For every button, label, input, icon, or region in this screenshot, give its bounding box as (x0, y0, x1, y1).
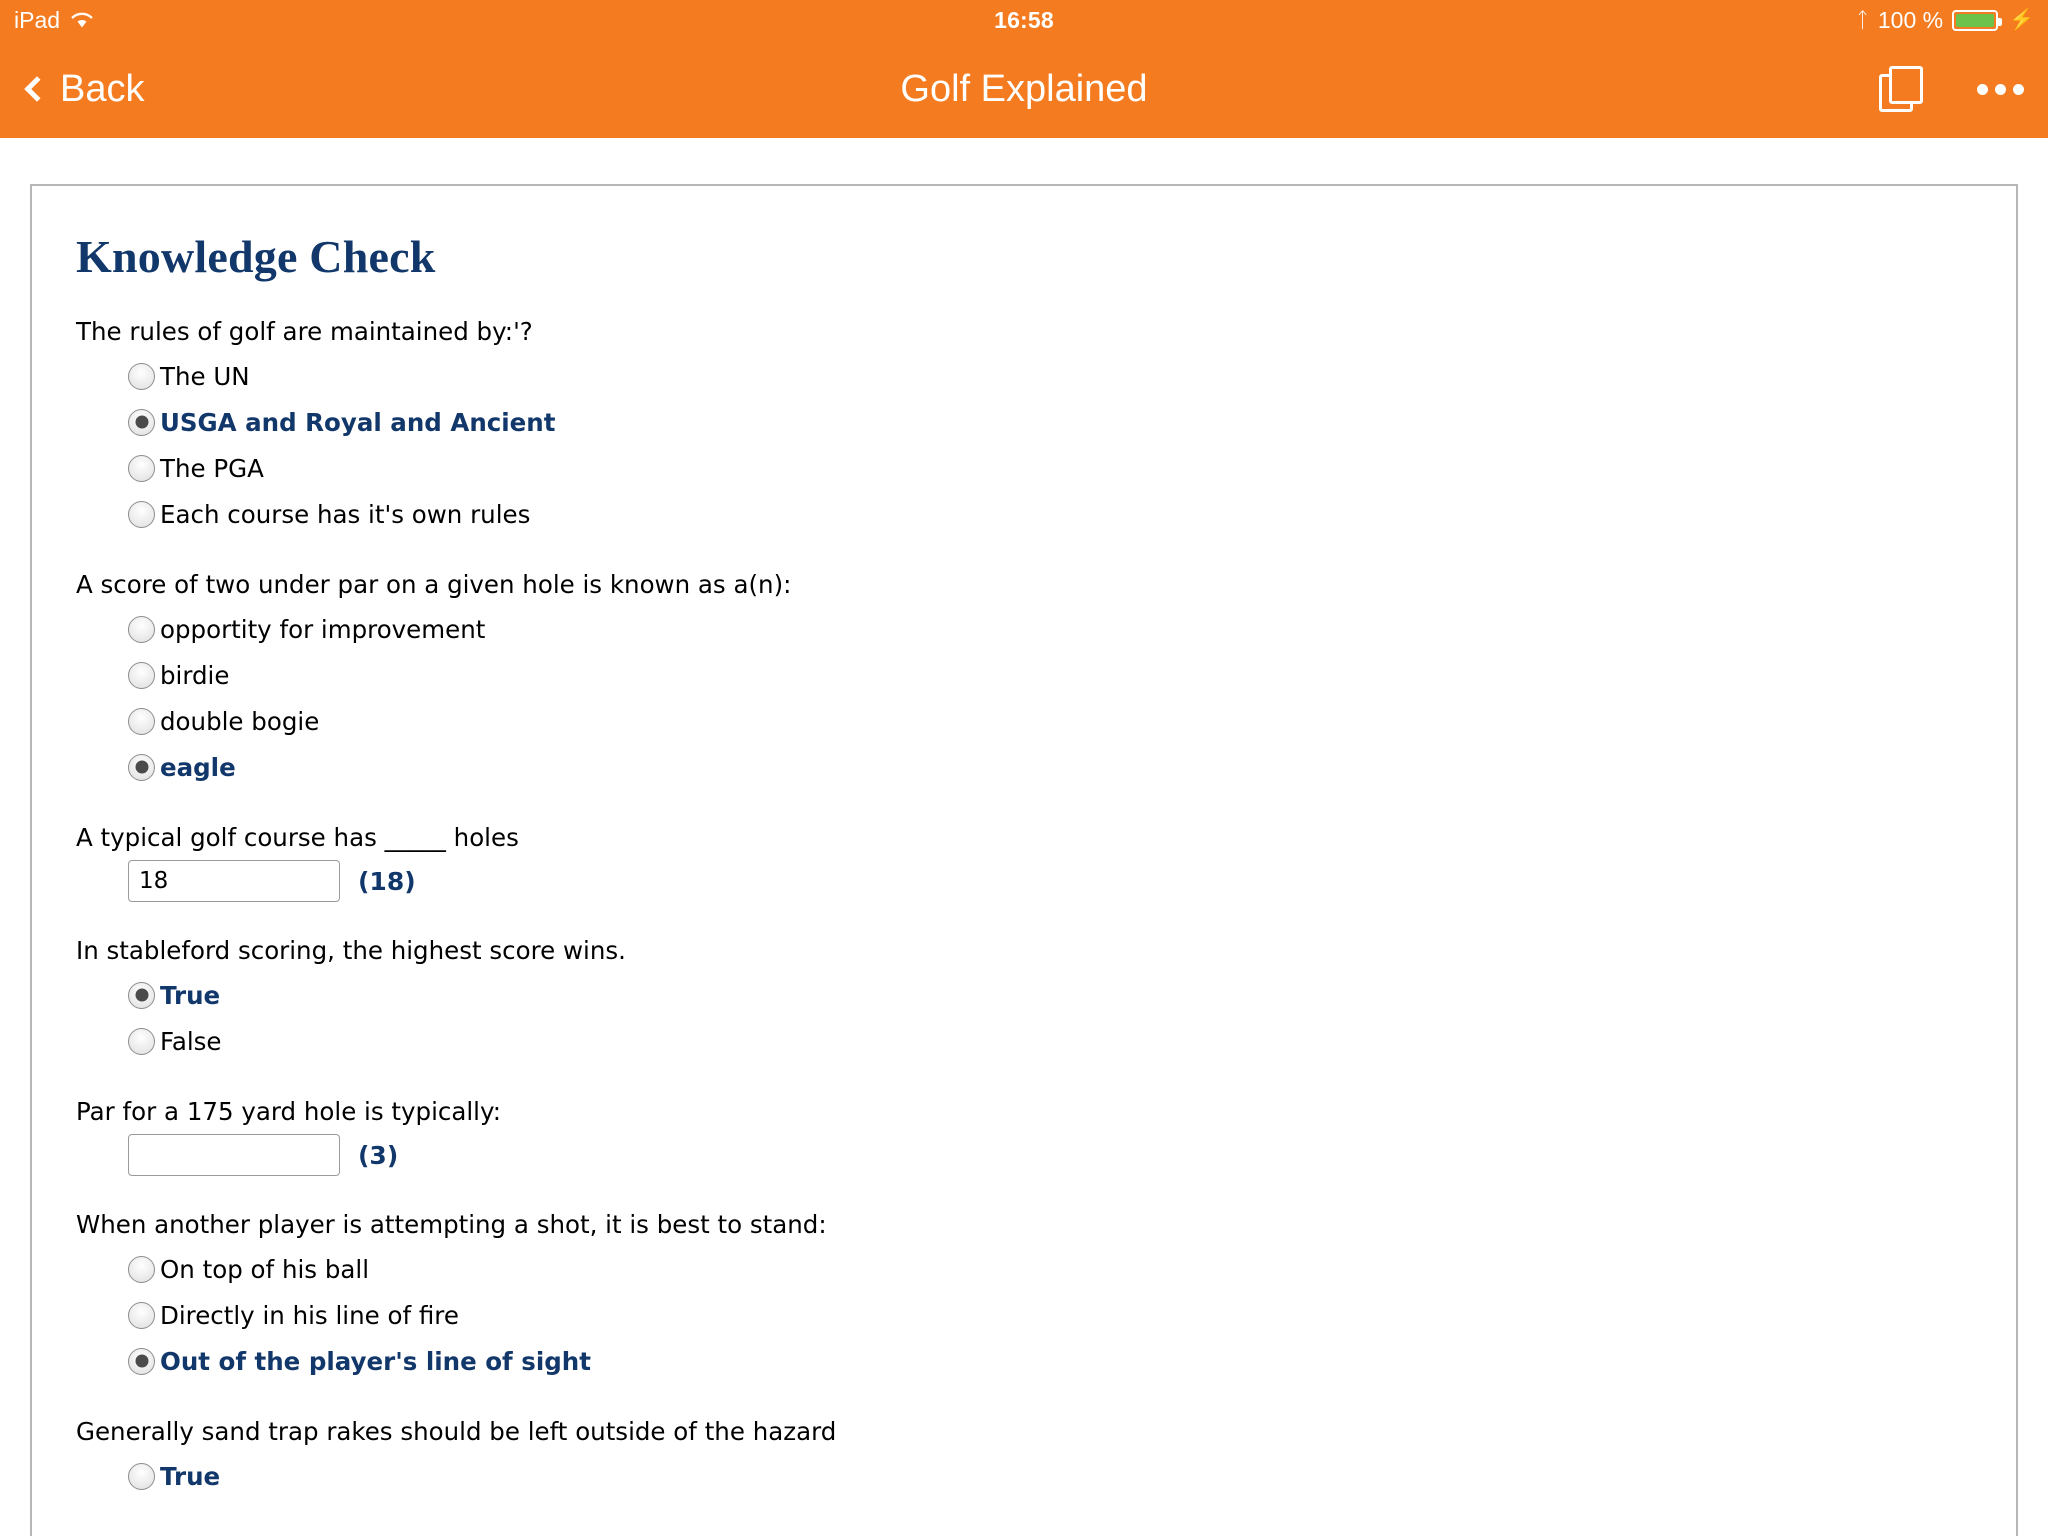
answer-option[interactable] (128, 745, 1972, 789)
answer-option[interactable] (128, 973, 1972, 1017)
answer-option-label: The PGA (160, 453, 264, 483)
answer-option-label: On top of his ball (160, 1254, 370, 1284)
radio-icon[interactable] (128, 982, 155, 1009)
more-options-icon[interactable] (1977, 84, 2024, 95)
answer-option-label: opportity for improvement (160, 614, 486, 644)
fill-in-row (128, 1134, 1972, 1176)
radio-icon[interactable] (128, 455, 155, 482)
battery-icon (1952, 10, 1998, 31)
answer-option[interactable] (128, 446, 1972, 490)
pages-icon[interactable] (1879, 66, 1925, 112)
radio-icon[interactable] (128, 708, 155, 735)
radio-icon[interactable] (128, 1302, 155, 1329)
question-block (76, 1210, 1972, 1383)
answer-option-label: USGA and Royal and Ancient (160, 407, 556, 437)
question-block (76, 936, 1972, 1063)
answer-key: (18) (358, 866, 416, 896)
fill-in-row (128, 860, 1972, 902)
fill-in-input[interactable] (128, 1134, 340, 1176)
answer-option-label: True (160, 980, 221, 1010)
answer-key: (3) (358, 1140, 399, 1170)
answer-option-label: The UN (160, 361, 250, 391)
question-block (76, 570, 1972, 789)
answer-option-label: True (160, 1461, 221, 1491)
radio-icon[interactable] (128, 1028, 155, 1055)
answer-option[interactable] (128, 1293, 1972, 1337)
question-prompt: Generally sand trap rakes should be left outside of the hazard (76, 1417, 837, 1446)
answer-option-label: double bogie (160, 706, 320, 736)
lightning-bolt-icon: ⚡ (2009, 9, 2034, 31)
quiz-card (30, 184, 2018, 1536)
answer-option[interactable] (128, 699, 1972, 743)
question-prompt: A typical golf course has _____ holes (76, 823, 519, 852)
answer-option-label: Each course has it's own rules (160, 499, 531, 529)
back-button[interactable] (24, 68, 144, 111)
answer-option-label: eagle (160, 752, 236, 782)
question-prompt: When another player is attempting a shot, it is best to stand: (76, 1210, 827, 1239)
page-title: Golf Explained (900, 67, 1148, 110)
answer-option[interactable] (128, 354, 1972, 398)
question-prompt: Par for a 175 yard hole is typically: (76, 1097, 501, 1126)
question-block (76, 317, 1972, 536)
radio-icon[interactable] (128, 501, 155, 528)
answer-option-label: Out of the player's line of sight (160, 1346, 591, 1376)
radio-icon[interactable] (128, 754, 155, 781)
answer-option-label: birdie (160, 660, 230, 690)
content-area (0, 138, 2048, 1536)
answer-option[interactable] (128, 492, 1972, 536)
question-prompt: In stableford scoring, the highest score wins. (76, 936, 626, 965)
answer-option[interactable] (128, 1019, 1972, 1063)
radio-icon[interactable] (128, 616, 155, 643)
status-bar (0, 0, 2048, 40)
fill-in-input[interactable] (128, 860, 340, 902)
question-prompt: The rules of golf are maintained by:'? (76, 317, 533, 346)
answer-option[interactable] (128, 1339, 1972, 1383)
device-name: iPad (14, 6, 61, 33)
answer-option[interactable] (128, 607, 1972, 651)
chevron-left-icon (24, 76, 49, 101)
navigation-bar (0, 40, 2048, 138)
answer-option[interactable] (128, 653, 1972, 697)
answer-option[interactable] (128, 1247, 1972, 1291)
question-block (76, 1097, 1972, 1176)
question-block (76, 1417, 1972, 1498)
radio-icon[interactable] (128, 363, 155, 390)
back-button-label: Back (60, 67, 145, 110)
answer-option[interactable] (128, 400, 1972, 444)
answer-option[interactable] (128, 1454, 1972, 1498)
radio-icon[interactable] (128, 409, 155, 436)
radio-icon[interactable] (128, 1256, 155, 1283)
battery-percent: 100 % (1877, 6, 1944, 33)
radio-icon[interactable] (128, 662, 155, 689)
radio-icon[interactable] (128, 1348, 155, 1375)
answer-option-label: False (160, 1026, 222, 1056)
status-bar-time: 16:58 (994, 6, 1054, 33)
question-prompt: A score of two under par on a given hole is known as a(n): (76, 570, 792, 599)
navigation-actions (1879, 66, 2024, 112)
bluetooth-icon: ᛏ (1856, 8, 1869, 32)
answer-option-label: Directly in his line of fire (160, 1300, 459, 1330)
radio-icon[interactable] (128, 1463, 155, 1490)
status-bar-right (1856, 7, 2034, 34)
quiz-title: Knowledge Check (76, 231, 436, 282)
question-block (76, 823, 1972, 902)
